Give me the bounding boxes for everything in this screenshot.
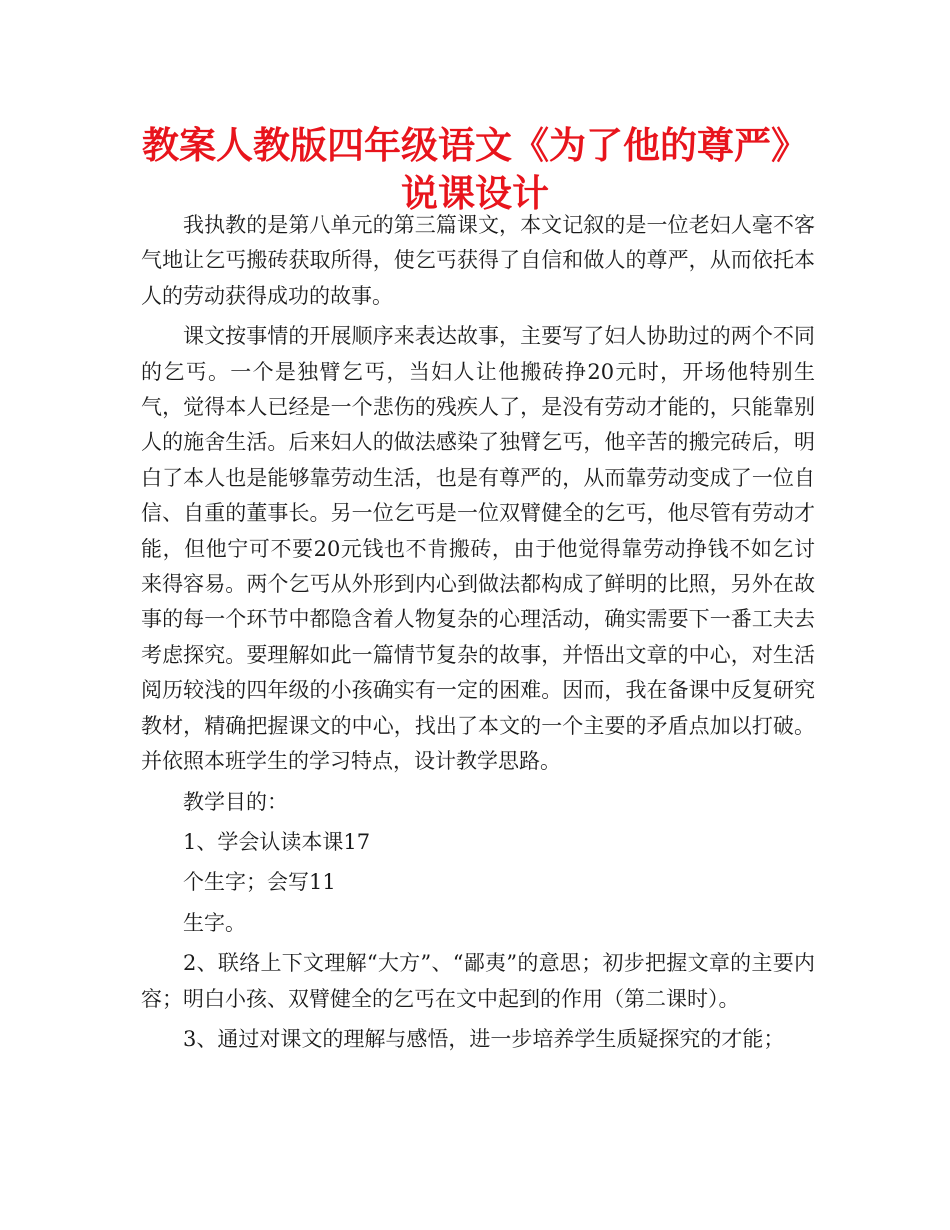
paragraph-intro: 我执教的是第八单元的第三篇课文，本文记叙的是一位老妇人毫不客气地让乞丐搬砖获取所得，使乞丐获得了自信和做人的尊严，从而依托本人的劳动获得成功的故事。 <box>141 213 815 308</box>
title-line-1: 教案人教版四年级语文《为了他的尊严》 <box>142 124 808 167</box>
paragraph-objectives-heading: 教学目的： <box>183 789 288 814</box>
paragraph-analysis: 课文按事情的开展顺序来表达故事，主要写了妇人协助过的两个不同的乞丐。一个是独臂乞丐，当妇人让他搬砖挣20元时，开场他特别生气，觉得本人已经是一个悲伤的残疾人了，是没有劳动才能的，只能靠别人的施舍生活。后来妇人的做法感染了独臂乞丐，他辛苦的搬完砖后，明白了本人也是能够靠劳动生活，也是有尊严的，从而靠劳动变成了一位自信、自重的董事长。另一位乞丐是一位双臂健全的乞丐，他尽管有劳动才能，但他宁可不要20元钱也不肯搬砖，由于他觉得靠劳动挣钱不如乞讨来得容易。两个乞丐从外形到内心到做法都构成了鲜明的比照，另外在故事的每一个环节中都隐含着人物复杂的心理活动，确实需要下一番工夫去考虑探究。要理解如此一篇情节复杂的故事，并悟出文章的中心，对生活阅历较浅的四年级的小孩确实有一定的困难。因而，我在备课中反复研究教材，精确把握课文的中心，找出了本文的一个主要的矛盾点加以打破。并依照本班学生的学习特点，设计教学思路。 <box>141 324 815 774</box>
paragraph-objective-3: 3、通过对课文的理解与感悟，进一步培养学生质疑探究的才能； <box>183 1026 785 1051</box>
document-title <box>100 122 850 218</box>
paragraph-objective-1b: 个生字；会写11 <box>183 870 336 895</box>
title-line-2: 说课设计 <box>401 172 549 215</box>
paragraph-objective-1c: 生字。 <box>183 910 246 935</box>
document-body <box>141 208 815 1057</box>
paragraph-objective-2: 2、联络上下文理解“大方”、“鄙夷”的意思；初步把握文章的主要内容；明白小孩、双臂健全的乞丐在文中起到的作用（第二课时）。 <box>141 951 815 1011</box>
paragraph-objective-1a: 1、学会认读本课17 <box>183 829 371 854</box>
